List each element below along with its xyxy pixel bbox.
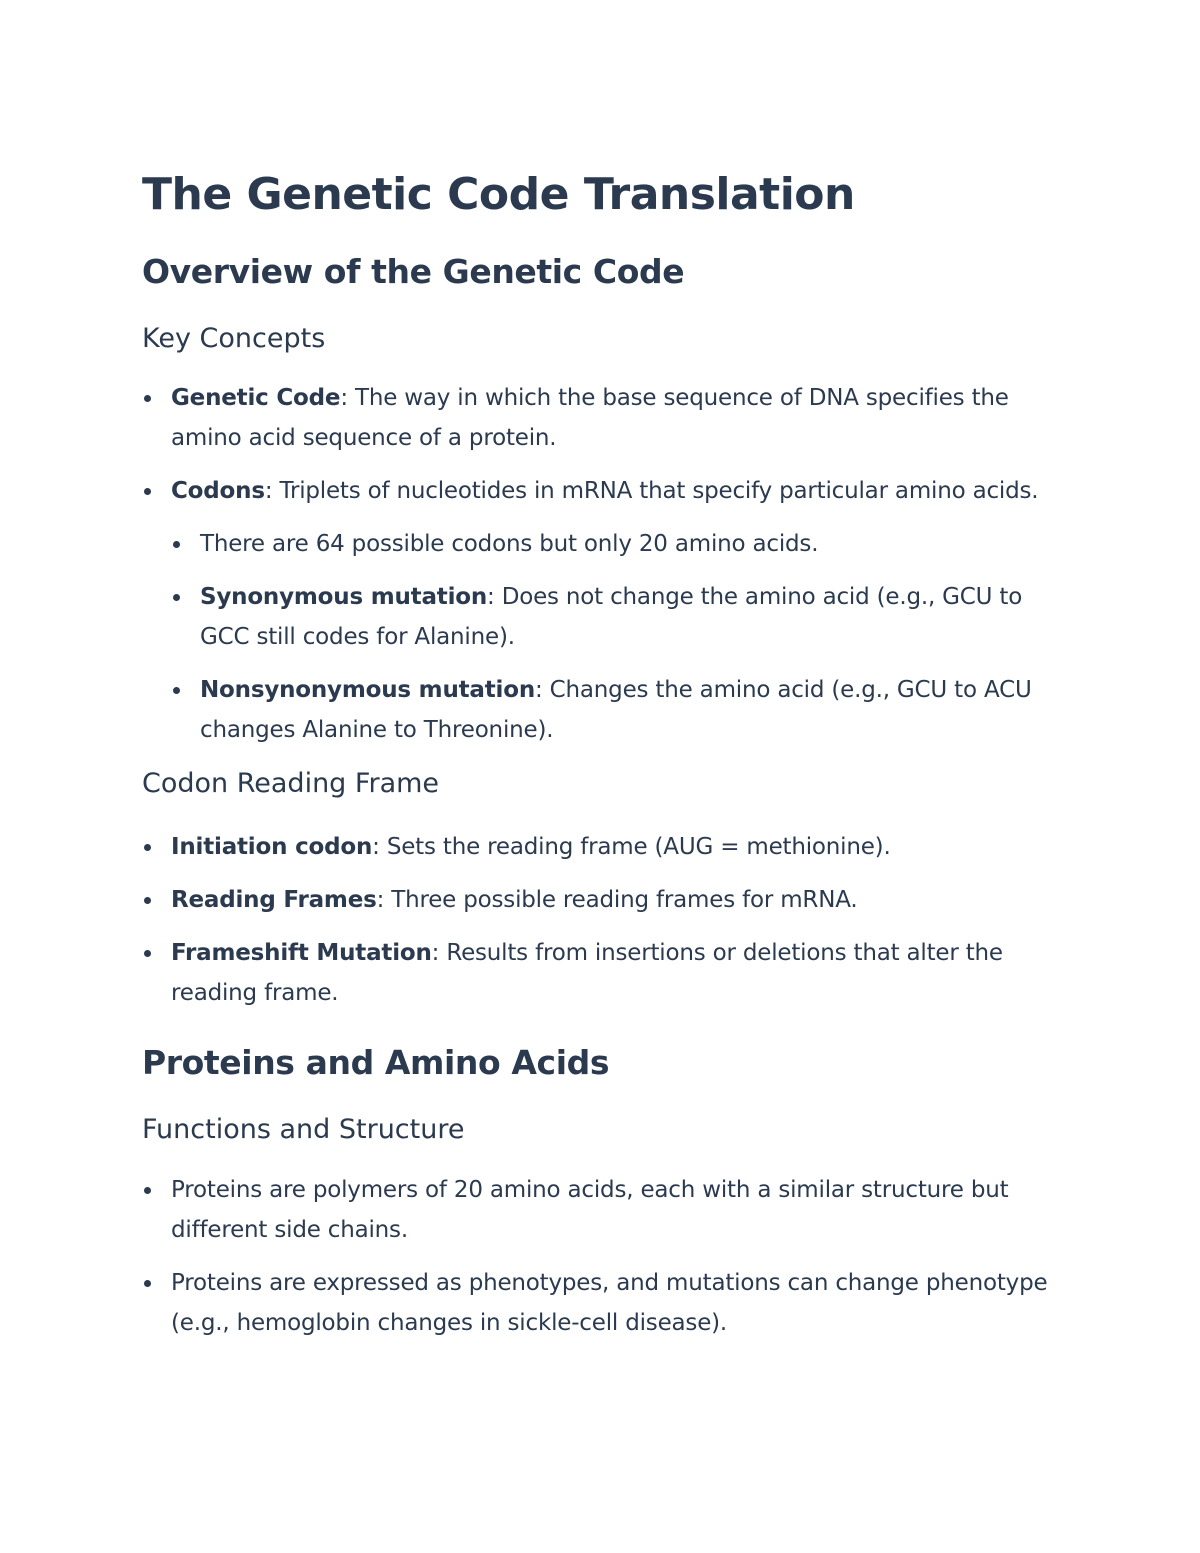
- list-item-term: Codons: [171, 478, 265, 504]
- list-item-text: : Results from insertions or deletions that alter the reading frame.: [171, 940, 1003, 1006]
- section-heading-proteins: Proteins and Amino Acids: [142, 1043, 610, 1082]
- list-item: [142, 880, 1072, 920]
- list-item-text: : Triplets of nucleotides in mRNA that specify particular amino acids.: [264, 478, 1039, 504]
- list-item-text: : Changes the amino acid (e.g., GCU to ACU changes Alanine to Threonine).: [200, 677, 1032, 743]
- subsection-heading-codon-reading-frame: Codon Reading Frame: [142, 768, 440, 799]
- list-item: [142, 378, 1072, 458]
- list-item-term: Nonsynonymous mutation: [200, 677, 535, 703]
- page-title: The Genetic Code Translation: [142, 169, 855, 220]
- list-item-text: Proteins are expressed as phenotypes, and mutations can change phenotype (e.g., hemoglobin changes in sickle-cell disease).: [171, 1270, 1048, 1336]
- document-page: [142, 168, 1072, 1343]
- sublist-item: [171, 670, 1072, 750]
- list-item-term: Synonymous mutation: [200, 584, 488, 610]
- list-item: [142, 933, 1072, 1013]
- list-item: [142, 471, 1072, 750]
- list-item-term: Initiation codon: [171, 834, 373, 860]
- reading-frame-list: [142, 827, 1072, 1013]
- codons-sublist: [171, 524, 1072, 750]
- list-item: [142, 827, 1072, 867]
- list-item-text: : Does not change the amino acid (e.g., GCU to GCC still codes for Alanine).: [200, 584, 1023, 650]
- key-concepts-list: [142, 378, 1072, 750]
- list-item-text: Proteins are polymers of 20 amino acids, each with a similar structure but different side chains.: [171, 1177, 1009, 1243]
- list-item-text: : Sets the reading frame (AUG = methionine).: [372, 834, 891, 860]
- list-item-text: : The way in which the base sequence of DNA specifies the amino acid sequence of a protein.: [171, 385, 1009, 451]
- list-item-term: Reading Frames: [171, 887, 377, 913]
- subsection-heading-functions-structure: Functions and Structure: [142, 1114, 465, 1145]
- list-item-text: There are 64 possible codons but only 20 amino acids.: [200, 531, 819, 557]
- functions-structure-list: [142, 1170, 1072, 1343]
- list-item-term: Frameshift Mutation: [171, 940, 432, 966]
- section-heading-overview: Overview of the Genetic Code: [142, 252, 685, 291]
- sublist-item: [171, 577, 1072, 657]
- list-item: [142, 1263, 1072, 1343]
- sublist-item: [171, 524, 1072, 564]
- list-item: [142, 1170, 1072, 1250]
- list-item-term: Genetic Code: [171, 385, 341, 411]
- subsection-heading-key-concepts: Key Concepts: [142, 323, 326, 354]
- list-item-text: : Three possible reading frames for mRNA.: [376, 887, 858, 913]
